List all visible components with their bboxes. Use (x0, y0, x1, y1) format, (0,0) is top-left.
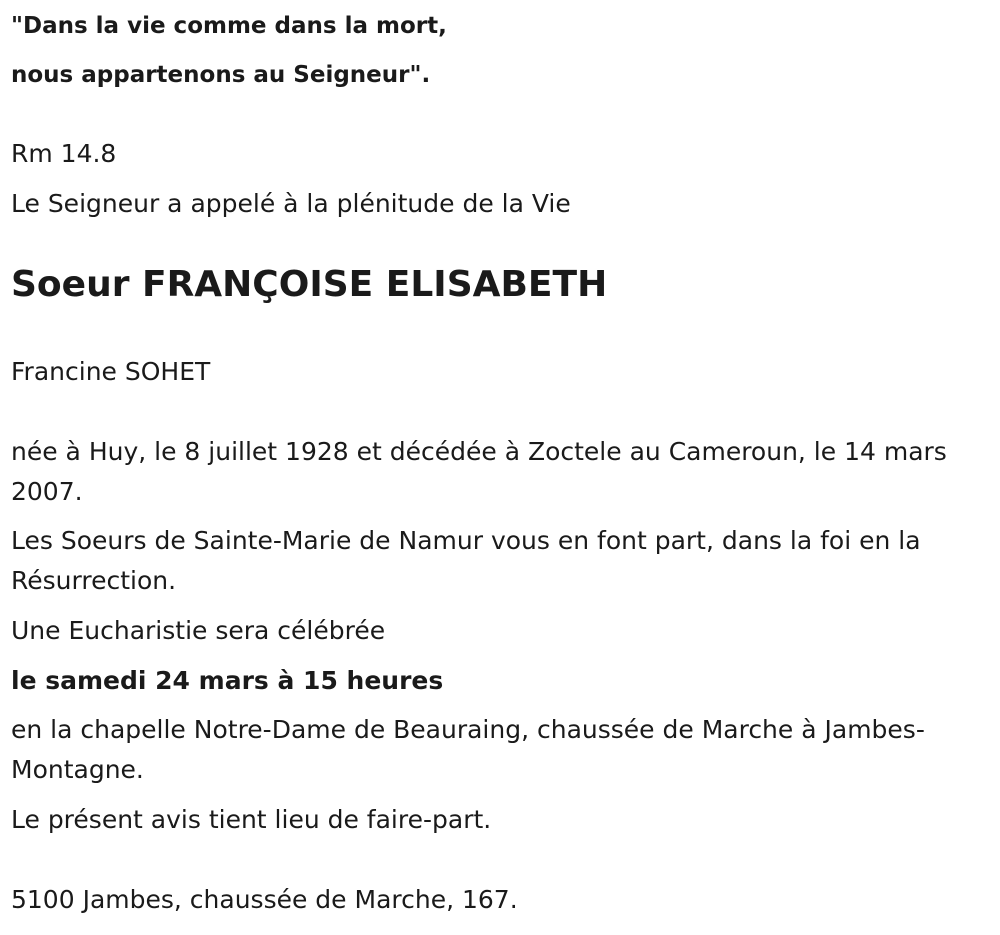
eucharist-text: Une Eucharistie sera célébrée (11, 616, 386, 645)
notice-text: Le présent avis tient lieu de faire-part. (11, 805, 492, 834)
scripture-reference: Rm 14.8 (11, 139, 117, 168)
deceased-name: Soeur FRANÇOISE ELISABETH (11, 264, 608, 305)
quote-line-1: "Dans la vie comme dans la mort, (11, 13, 447, 39)
address-text: 5100 Jambes, chaussée de Marche, 167. (11, 885, 518, 914)
quote-line-2: nous appartenons au Seigneur". (11, 62, 431, 88)
birth-death-text: née à Huy, le 8 juillet 1928 et décédée à Zoctele au Cameroun, le 14 mars 2007. (11, 437, 947, 506)
ceremony-date-time: le samedi 24 mars à 15 heures (11, 666, 444, 695)
intro-text: Le Seigneur a appelé à la plénitude de la Vie (11, 189, 571, 218)
civil-name: Francine SOHET (11, 357, 211, 386)
announcement-text: Les Soeurs de Sainte-Marie de Namur vous en font part, dans la foi en la Résurrection. (11, 526, 921, 595)
ceremony-location: en la chapelle Notre-Dame de Beauraing, chaussée de Marche à Jambes-Montagne. (11, 715, 925, 784)
